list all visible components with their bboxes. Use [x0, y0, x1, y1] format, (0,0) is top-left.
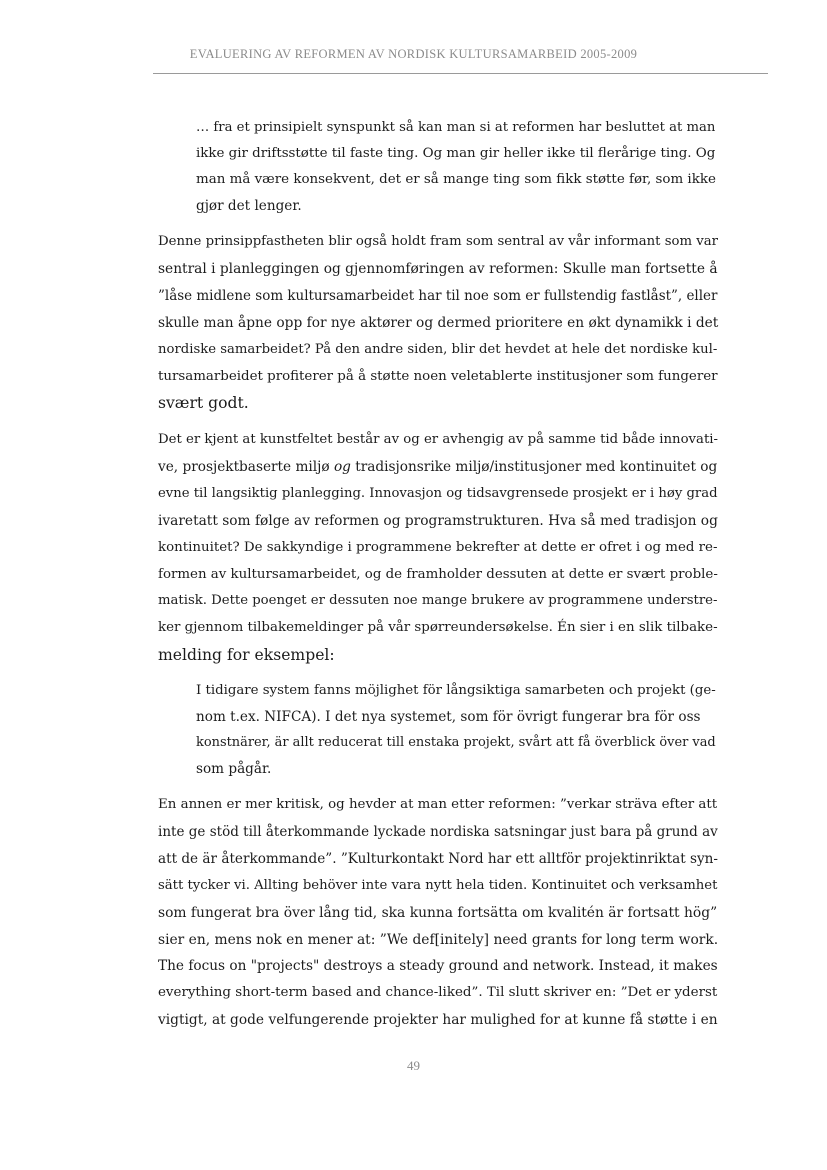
text-line: melding for eksempel: — [158, 646, 335, 665]
text-line: evne til langsiktig planlegging. Innovasjon og tidsavgrensede prosjekt er i høy grad — [158, 485, 718, 501]
paragraph-1 — [158, 229, 718, 417]
quote-line: gjør det lenger. — [196, 198, 302, 214]
text-line: som fungerat bra över lång tid, ska kunna fortsätta om kvalitén är fortsatt hög” — [158, 904, 718, 921]
block-quote-1 — [196, 115, 716, 219]
text-line: The focus on "projects" destroys a steady ground and network. Instead, it makes — [158, 958, 718, 975]
text-line: sentral i planleggingen og gjennomføringen av reformen: Skulle man fortsette å — [158, 260, 718, 277]
paragraph-3 — [158, 792, 718, 1034]
text-line: kontinuitet? De sakkyndige i programmene bekrefter at dette er ofret i og med re- — [158, 539, 718, 555]
text-line: inte ge stöd till återkommande lyckade nordiska satsningar just bara på grund av — [158, 823, 718, 840]
emphasis-og: og — [333, 458, 351, 475]
text-line: formen av kultursamarbeidet, og de framholder dessuten at dette er svært proble- — [158, 566, 718, 582]
text-run: ve, prosjektbaserte miljø — [158, 458, 334, 475]
quote-line: I tidigare system fanns möjlighet för långsiktiga samarbeten och projekt (ge- — [196, 683, 716, 698]
text-line: svært godt. — [158, 394, 249, 413]
text-line: ivaretatt som følge av reformen og programstrukturen. Hva så med tradisjon og — [158, 512, 718, 529]
text-line — [158, 454, 718, 481]
header-rule — [153, 73, 768, 74]
paragraph-2 — [158, 427, 718, 669]
text-line: matisk. Dette poenget er dessuten noe mange brukere av programmene understre- — [158, 593, 718, 609]
running-header: EVALUERING AV REFORMEN AV NORDISK KULTURSAMARBEID 2005-2009 — [189, 47, 638, 61]
text-line: att de är återkommande”. ”Kulturkontakt Nord har ett alltför projektinriktat syn- — [158, 850, 718, 867]
quote-line: … fra et prinsipielt synspunkt så kan man si at reformen har besluttet at man — [196, 120, 716, 135]
text-line: ”låse midlene som kultursamarbeidet har til noe som er fullstendig fastlåst”, eller — [158, 287, 718, 304]
text-line: tursamarbeidet profiterer på å støtte noen veletablerte institusjoner som fungerer — [158, 368, 718, 384]
text-line: skulle man åpne opp for nye aktører og dermed prioritere en økt dynamikk i det — [158, 314, 719, 331]
text-line: everything short-term based and chance-liked”. Til slutt skriver en: ”Det er yderst — [158, 985, 718, 1001]
quote-line: nom t.ex. NIFCA). I det nya systemet, som för övrigt fungerar bra för oss — [196, 709, 701, 725]
text-line: Denne prinsippfastheten blir også holdt fram som sentral av vår informant som var — [158, 234, 718, 249]
page-number: 49 — [407, 1058, 420, 1073]
quote-line: som pågår. — [196, 761, 272, 777]
text-line: nordiske samarbeidet? På den andre siden, blir det hevdet at hele det nordiske kul- — [158, 341, 718, 357]
text-run: tradisjonsrike miljø/institusjoner med kontinuitet og — [350, 458, 718, 475]
text-line: ker gjennom tilbakemeldinger på vår spørreundersøkelse. Én sier i en slik tilbake- — [158, 620, 718, 636]
quote-line: ikke gir driftsstøtte til faste ting. Og man gir heller ikke til flerårige ting. Og — [196, 146, 716, 161]
text-line: vigtigt, at gode velfungerende projekter har mulighed for at kunne få støtte i en — [158, 1012, 718, 1029]
text-line: Det er kjent at kunstfeltet består av og er avhengig av på samme tid både innovati- — [158, 432, 718, 447]
text-line: sier en, mens nok en mener at: ”We def[initely] need grants for long term work. — [158, 931, 719, 948]
block-quote-2 — [196, 678, 716, 782]
text-line: En annen er mer kritisk, og hevder at man etter reformen: ”verkar sträva efter att — [158, 797, 718, 812]
quote-line: konstnärer, är allt reducerat till enstaka projekt, svårt att få överblick över vad — [196, 735, 716, 750]
quote-line: man må være konsekvent, det er så mange ting som fikk støtte før, som ikke — [196, 172, 716, 187]
text-line: sätt tycker vi. Allting behöver inte vara nytt hela tiden. Kontinuitet och verksamhet — [158, 877, 718, 893]
